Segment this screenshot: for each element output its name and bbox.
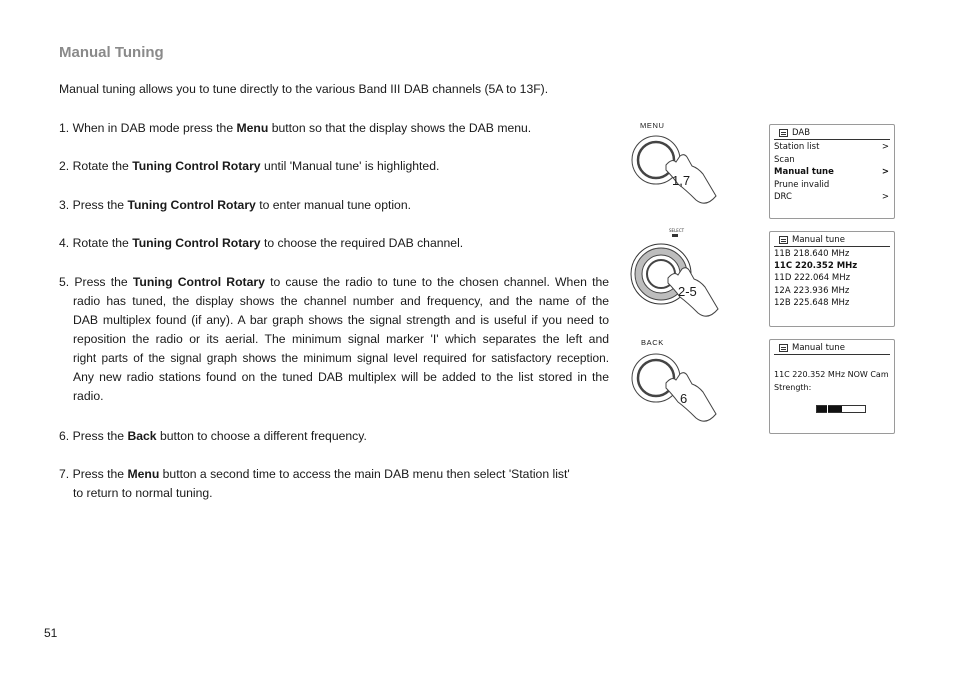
menu-button-illustration [628,118,723,208]
step-1: 1. When in DAB mode press the Menu button so that the display shows the DAB menu. [59,121,532,135]
lcd-display-manual-tune-signal [769,339,895,434]
submenu-arrow-icon: > [881,167,889,177]
page-title: Manual Tuning [59,44,164,61]
minimum-signal-marker [827,405,828,413]
lcd-header: Manual tune [774,235,890,247]
signal-strength-fill [817,406,842,412]
submenu-arrow-icon: > [881,192,889,202]
step-2: 2. Rotate the Tuning Control Rotary until 'Manual tune' is highlighted. [59,159,440,173]
hand-turning-rotary-icon [628,226,723,318]
step-5: 5. Press the Tuning Control Rotary to cause the radio to tune to the chosen channel. When the radio has tuned, the display shows the channel number and frequency, and the name of the DAB multiplex found (if any). A bar graph shows the signal strength and is useful if you need to reposition the radio or its aerial. The minimum signal marker 'I' which separates the left and right parts of the signal graph shows the minimum signal level required for satisfactory reception. Any new radio stations found on the tuned DAB multiplex will be added to the list stored in the radio. [59,275,610,403]
step-7: 7. Press the Menu button a second time to access the main DAB menu then select 'Station list' to return to normal tuning. [59,467,570,500]
intro-paragraph: Manual tuning allows you to tune directly to the various Band III DAB channels (5A to 13F). [59,82,549,96]
signal-strength-label: Strength: [774,383,812,392]
hand-pressing-button-icon [628,118,723,208]
tuned-station-line: 11C 220.352 MHz NOW Cam [774,370,889,379]
lcd-header: Manual tune [774,343,890,355]
channel-item: 11D 222.064 MHz [774,273,851,284]
step-3: 3. Press the Tuning Control Rotary to enter manual tune option. [59,198,412,212]
lcd-display-manual-tune-list [769,231,895,327]
page-number: 51 [44,626,58,640]
select-label: SELECT [669,228,685,233]
menu-item: Manual tune > [774,167,889,177]
step-reference-label: 1,7 [672,173,691,188]
menu-list-icon [779,236,788,244]
step-reference-label: 6 [680,391,688,406]
menu-item: Prune invalid [774,179,830,190]
step-reference-label: 2-5 [678,284,697,299]
back-button-label: BACK [641,338,664,347]
lcd-display-dab-menu [769,124,895,219]
channel-item: 11B 218.640 MHz [774,249,850,259]
lcd-header: DAB [774,128,890,140]
submenu-arrow-icon: > [881,142,889,152]
tuning-rotary-illustration [628,226,723,318]
menu-item: Scan [774,154,795,165]
menu-list-icon [779,129,788,137]
menu-item: Station list > [774,142,889,152]
channel-item: 11C 220.352 MHz [774,261,858,272]
menu-button-label: MENU [640,121,665,130]
back-button-illustration [628,336,723,426]
step-4: 4. Rotate the Tuning Control Rotary to choose the required DAB channel. [59,236,464,250]
hand-pressing-button-icon [628,336,723,426]
menu-list-icon [779,344,788,352]
signal-strength-bar [816,405,866,413]
channel-item: 12A 223.936 MHz [774,285,850,296]
menu-item: DRC > [774,192,889,202]
step-6: 6. Press the Back button to choose a different frequency. [59,429,367,443]
channel-item: 12B 225.648 MHz [774,297,850,308]
